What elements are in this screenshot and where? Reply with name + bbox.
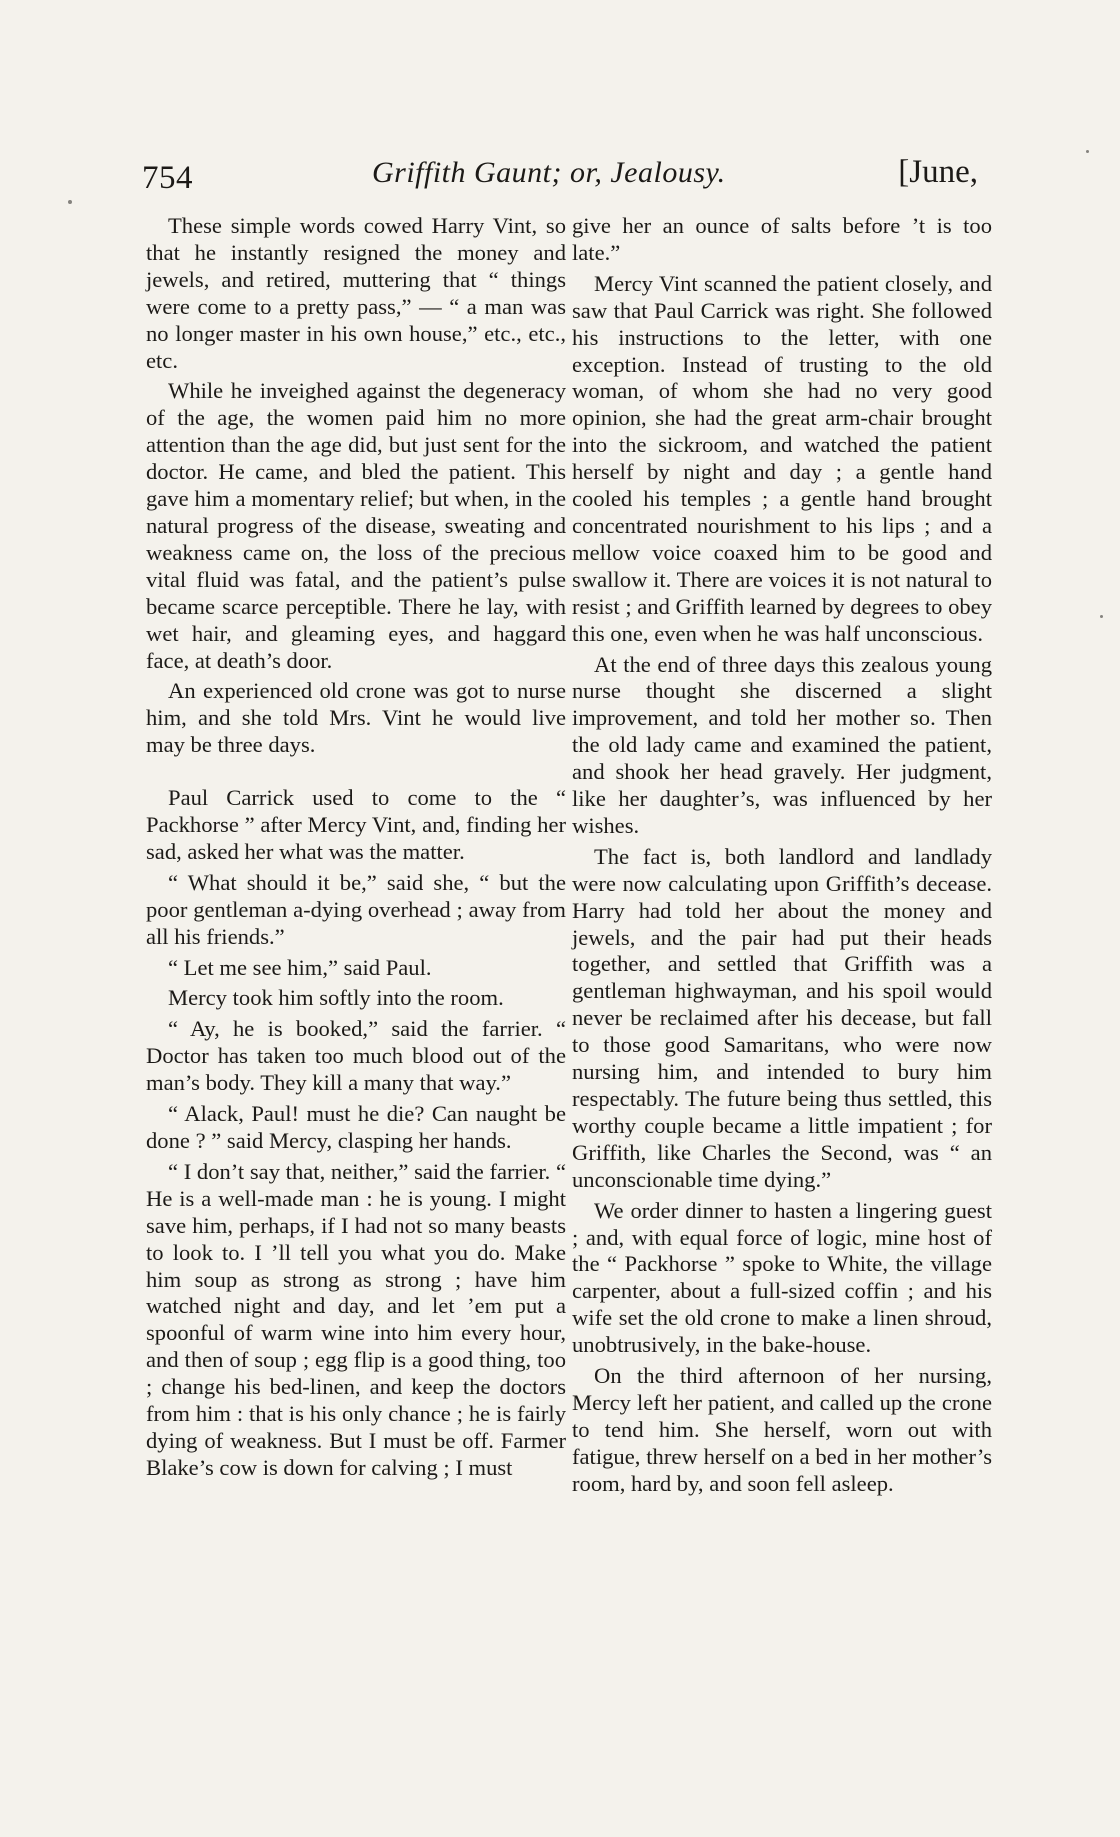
paragraph: “ Alack, Paul! must he die? Can naught be done ? ” said Mercy, clasping her hands. [146,1101,566,1153]
page-number: 754 [142,160,193,196]
paragraph: “ What should it be,” said she, “ but the poor gentleman a-dying overhead ; away from all his friends.” [146,869,566,949]
running-date: [June, [898,154,978,190]
paragraph: “ Ay, he is booked,” said the farrier. “ Doctor has taken too much blood out of the man’s body. They kill a many that way.” [146,1016,566,1096]
paragraph: “ Let me see him,” said Paul. [168,954,432,980]
scan-speck [68,200,72,204]
paragraph: Paul Carrick used to come to the “ Packhorse ” after Mercy Vint, and, finding her sad, asked her what was the matter. [146,785,566,864]
paragraph: “ I don’t say that, neither,” said the farrier. “ He is a well-made man : he is young. I might save him, perhaps, if I had not so many beasts to look to. I ’ll tell you what you do. Make him soup as strong as strong ; have him watched night and day, and let ’em put a spoonful of warm wine into him every hour, and then of soup ; egg flip is a good thing, too ; change his bed-linen, and keep the doctors from him : that is his only chance ; he is fairly dying of weakness. But I must be off. Farmer Blake’s cow is down for calving ; I must [146,1158,566,1480]
scan-speck [1086,150,1089,153]
paragraph: These simple words cowed Harry Vint, so that he instantly resigned the money and jewels, and retired, muttering that “ things were come to a pretty pass,” — “ a man was no longer master in his own house,” etc., etc., etc. [146,213,566,373]
left-column [146,213,566,1486]
scan-speck [1100,615,1103,618]
paragraph: An experienced old crone was got to nurse him, and she told Mrs. Vint he would live may be three days. [146,678,566,758]
paragraph: On the third afternoon of her nursing, Mercy left her patient, and called up the crone to tend him. She herself, worn out with fatigue, threw herself on a bed in her mother’s room, hard by, and soon fell asleep. [572,1363,992,1496]
page-header [142,152,978,202]
paragraph: Mercy Vint scanned the patient closely, and saw that Paul Carrick was right. She followed his instructions to the letter, with one exception. Instead of trusting to the old woman, of whom she had no very good opinion, she had the great arm-chair brought into the sickroom, and watched the patient herself by night and day ; a gentle hand cooled his temples ; a gentle hand brought concentrated nourishment to his lips ; and a mellow voice coaxed him to be good and swallow it. There are voices it is not natural to resist ; and Griffith learned by degrees to obey this one, even when he was half unconscious. [572,270,992,646]
paragraph: At the end of three days this zealous young nurse thought she discerned a slight improvement, and told her mother so. Then the old lady came and examined the patient, and shook her head gravely. Her judgment, like her daughter’s, was influenced by her wishes. [572,651,992,838]
paragraph: Mercy took him softly into the room. [168,985,504,1011]
paragraph: While he inveighed against the degeneracy of the age, the women paid him no more attention than the age did, but just sent for the doctor. He came, and bled the patient. This gave him a momentary relief; but when, in the natural progress of the disease, sweating and weakness came on, the loss of the precious vital fluid was fatal, and the patient’s pulse became scarce perceptible. There he lay, with wet hair, and gleaming eyes, and haggard face, at death’s door. [146,378,566,673]
paragraph: The fact is, both landlord and landlady were now calculating upon Griffith’s decease. Harry had told her about the money and jewels, and the pair had put their heads together, and settled that Griffith was a gentleman highwayman, and his spoil would never be reclaimed after his decease, but fall to those good Samaritans, who were now nursing him, and intended to bury him respectably. The future being thus settled, this worthy couple became a little impatient ; for Griffith, like Charles the Second, was “ an unconscionable time dying.” [572,843,992,1192]
right-column [572,213,992,1502]
paragraph-continuation: give her an ounce of salts before ’t is too late.” [572,213,992,265]
paragraph: We order dinner to hasten a lingering guest ; and, with equal force of logic, mine host of the “ Packhorse ” spoke to White, the village carpenter, about a full-sized coffin ; and his wife set the old crone to make a linen shroud, unobtrusively, in the bake-house. [572,1197,992,1358]
section-break [146,763,566,785]
running-title: Griffith Gaunt; or, Jealousy. [372,156,726,189]
